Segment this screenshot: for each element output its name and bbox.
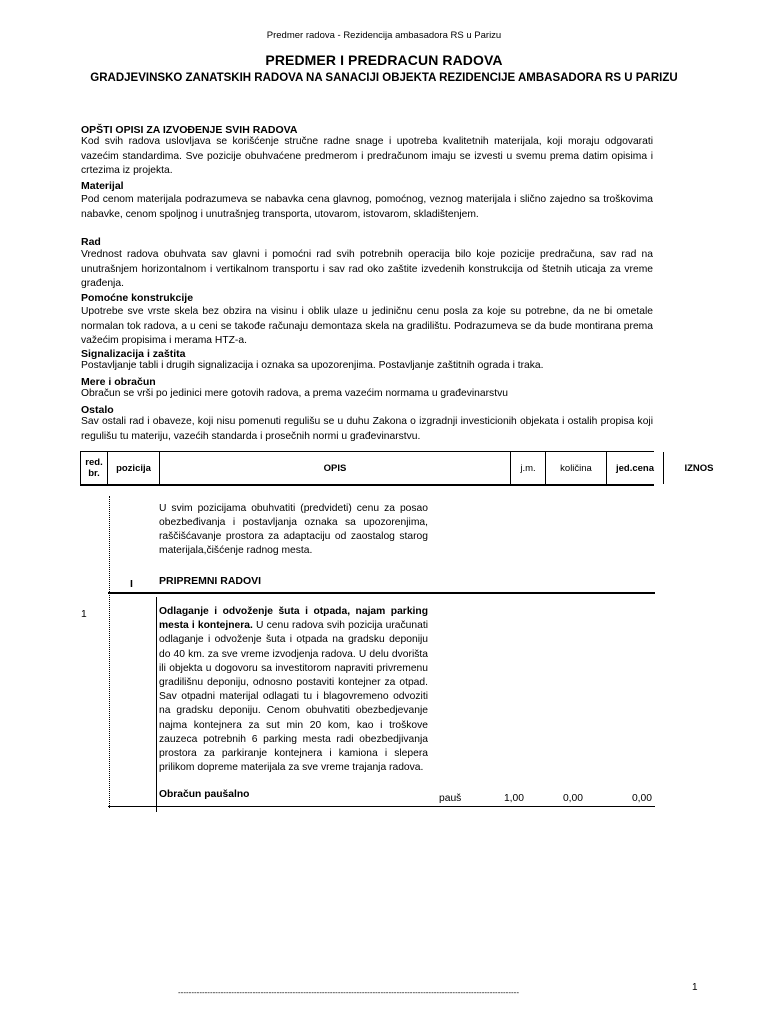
item-body: U cenu radova svih pozicija uračunati odlaganje i odvoženje šuta i otpada na gradsku deponiju do 40 km. za sve vreme izvodjenja radova. U delu dvorišta ili objekta u dogovoru sa investitorom napraviti privremenu gradilišnu deponiju, odnosno postaviti kontejner za otpad. Sav otpadni materijal odlagati tu i blagovremeno odvoziti na gradsku deponiju. Cenom obuhvatiti obezbedjevanje najma kontejnera za sut min 20 kom, kao i troškove zauzeca potrebnih 6 parking mesta radi obezbedjivanja prostora za parkiranje kontejnera i kamiona i slepera prilikom dopreme materijala za sve vreme trajanja radova.: [159, 620, 428, 774]
running-header: Predmer radova - Rezidencija ambasadora RS u Parizu: [266, 30, 502, 41]
column-header-kolicina: količina: [546, 452, 607, 484]
column-header-pozicija: pozicija: [108, 452, 160, 484]
document-title: PREDMER I PREDRACUN RADOVA: [265, 52, 503, 68]
document-subtitle: GRADJEVINSKO ZANATSKIH RADOVA NA SANACIJI OBJEKTA REZIDENCIJE AMBASADORA RS U PARIZU: [90, 72, 678, 84]
table-note: U svim pozicijama obuhvatiti (predvideti) cenu za posao obezbeđivanja i postavljanja oznaka sa upozorenjima, raščišćavanje prostora za adaptaciju od zaostalog starog materijala,čišćenje radnog mesta.: [159, 503, 428, 556]
table-section-title: PRIPREMNI RADOVI: [159, 575, 262, 587]
column-header-jed-cena: jed.cena: [607, 452, 664, 484]
section-text-material: Pod cenom materijala podrazumeva se nabavka cena glavnog, pomoćnog, veznog materijala i slično zajedno sa troškovima nabavke, cenom spoljnog i unutrašnjeg transporta, utovarom, istovarom, skladištenjem.: [81, 194, 653, 220]
section-heading-auxiliary: Pomoćne konstrukcije: [81, 292, 194, 304]
section-text-work: Vrednost radova obuhvata sav glavni i pomoćni rad svih potrebnih operacija bilo koje pozicije predračuna, sav rad na unutrašnjem horizontalnom i vertikalnom transportu i sav rad oko zaštite izvedenih konstrukcija od štetnih uticaja za vreme građenja.: [81, 249, 653, 289]
section-heading-signalization: Signalizacija i zaštita: [81, 348, 186, 360]
item-description: [159, 605, 428, 775]
section-text-measures: Obračun se vrši po jedinici mere gotovih radova, a prema vazećim normama u građevinarstvu: [81, 388, 508, 399]
section-text-general: Kod svih radova uslovljava se korišćenje stručne radne snage i upotreba kvalitetnih materijala, koji moraju odgovarati vazećim standardima. Sve pozicije obuhvaćene predmerom i predračunom imaju se izvesti u svemu prema datim opisima i crtezima iz projekta.: [81, 136, 653, 176]
item-number: 1: [81, 609, 87, 620]
section-heading-other: Ostalo: [81, 404, 114, 416]
item-unit: pauš: [439, 793, 462, 804]
item-quantity: 1,00: [503, 793, 524, 804]
item-title: Odlaganje i odvoženje šuta i otpada, najam parking mesta i kontejnera.: [159, 606, 428, 632]
section-text-signalization: Postavljanje tabli i drugih signalizacija i oznaka sa upozorenjima. Postavljanje zaštitnih ograda i traka.: [81, 360, 544, 371]
column-divider-dotted: [109, 496, 110, 808]
section-text-auxiliary: Upotrebe sve vrste skela bez obzira na visinu i oblik ulaze u jediničnu cenu posla za koje su potrebne, da ne bi ometale normalan tok radova, a u ceni se takođe računaju demontaza skela na gradilištu. Podrazumeva se da bude montirana prema važećim propisima i merama HTZ-a.: [81, 306, 653, 346]
table-section-number: I: [130, 578, 133, 590]
table-bottom-divider: [108, 806, 655, 807]
column-header-iznos: IZNOS: [684, 462, 714, 474]
column-header-opis: OPIS: [160, 452, 511, 484]
column-divider-opis: [156, 597, 157, 812]
section-heading-measures: Mere i obračun: [81, 376, 156, 388]
section-heading-material: Materijal: [81, 180, 124, 192]
page-number: 1: [692, 982, 698, 993]
section-heading-work: Rad: [81, 236, 101, 248]
column-header-jm: j.m.: [511, 452, 546, 484]
section-text-other: Sav ostali rad i obaveze, koji nisu pomenuti regulišu se u duhu Zakona o izgradnji investicionih objekata i ostalih propisa koji regulišu tu materiju, vazećih standarda i prosečnih normi u građevinarstvu.: [81, 416, 653, 442]
column-header-red-br: red. br.: [80, 452, 108, 484]
section-divider: [108, 592, 655, 594]
item-amount: 0,00: [631, 793, 652, 804]
section-heading-general: OPŠTI OPISI ZA IZVOĐENJE SVIH RADOVA: [81, 124, 298, 136]
item-unit-price: 0,00: [562, 793, 583, 804]
item-calculation-label: Obračun paušalno: [159, 789, 250, 800]
footer-dashed-line: --------------------------------------------------------------------------------------------------------------------------------: [178, 988, 519, 997]
table-header-row: [80, 451, 714, 486]
